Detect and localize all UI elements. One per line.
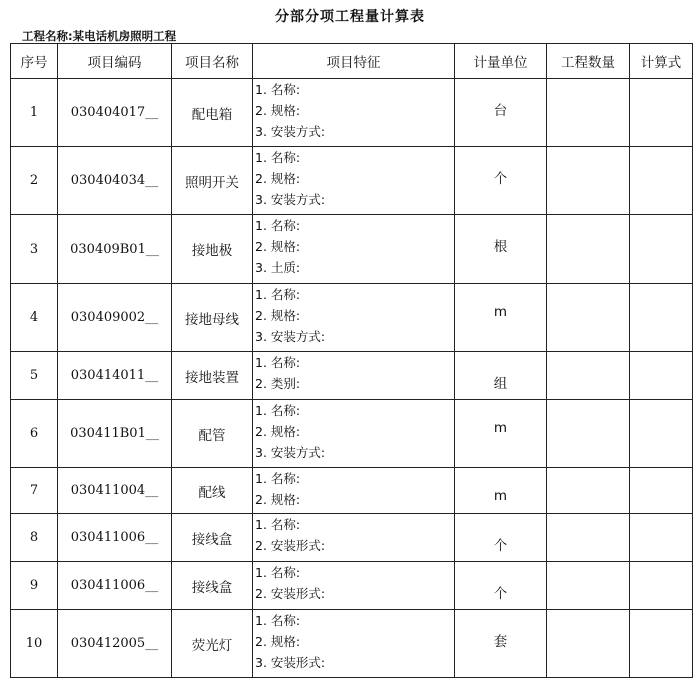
cell-features [253,610,455,678]
cell-formula [630,400,693,468]
cell-features [253,468,455,514]
cell-formula [630,147,693,215]
cell-code: 030409B01__ [58,215,172,284]
table-row [11,400,693,468]
col-header-qty: 工程数量 [547,44,630,79]
cell-name: 照明开关 [172,147,253,215]
feature-line: 1. 名称: [255,565,301,580]
cell-features [253,562,455,610]
table-row [11,79,693,147]
cell-no: 7 [11,468,58,514]
feature-line: 2. 规格: [255,103,301,118]
feature-line: 3. 安装方式: [255,192,326,207]
cell-name: 配线 [172,468,253,514]
feature-line: 1. 名称: [255,218,301,233]
cell-no: 1 [11,79,58,147]
cell-name: 接地母线 [172,284,253,352]
cell-code: 030411006__ [58,514,172,562]
col-header-code: 项目编码 [58,44,172,79]
page-title: 分部分项工程量计算表 [275,9,425,25]
cell-qty [547,284,630,352]
cell-name: 接线盒 [172,562,253,610]
cell-features [253,284,455,352]
feature-line: 1. 名称: [255,613,301,628]
cell-unit: 套 [455,610,547,678]
feature-line: 2. 规格: [255,308,301,323]
cell-formula [630,514,693,562]
cell-unit: 个 [455,147,547,215]
cell-no: 4 [11,284,58,352]
cell-qty [547,514,630,562]
cell-qty [547,468,630,514]
feature-line: 2. 类别: [255,376,301,391]
cell-unit: 台 [455,79,547,147]
cell-code: 030414011__ [58,352,172,400]
cell-no: 2 [11,147,58,215]
feature-line: 2. 规格: [255,634,301,649]
cell-code: 030411004__ [58,468,172,514]
project-name: 工程名称:某电话机房照明工程 [22,29,177,43]
cell-formula [630,215,693,284]
col-header-no: 序号 [11,44,58,79]
cell-qty [547,562,630,610]
cell-features [253,79,455,147]
cell-unit: m [455,284,547,352]
cell-name: 接线盒 [172,514,253,562]
cell-unit: 个 [455,562,547,610]
feature-line: 3. 安装方式: [255,445,326,460]
cell-formula [630,79,693,147]
table-row [11,514,693,562]
feature-line: 1. 名称: [255,82,301,97]
feature-line: 3. 土质: [255,260,301,275]
cell-code: 030409002__ [58,284,172,352]
cell-no: 10 [11,610,58,678]
cell-code: 030404034__ [58,147,172,215]
cell-code: 030412005__ [58,610,172,678]
cell-features [253,147,455,215]
feature-line: 1. 名称: [255,403,301,418]
feature-line: 1. 名称: [255,287,301,302]
cell-no: 6 [11,400,58,468]
cell-features [253,352,455,400]
feature-line: 1. 名称: [255,517,301,532]
cell-unit: 组 [455,352,547,400]
cell-qty [547,352,630,400]
cell-formula [630,562,693,610]
cell-features [253,215,455,284]
cell-qty [547,400,630,468]
feature-line: 2. 规格: [255,171,301,186]
cell-unit: m [455,400,547,468]
feature-line: 2. 规格: [255,424,301,439]
cell-no: 9 [11,562,58,610]
cell-formula [630,468,693,514]
cell-formula [630,610,693,678]
cell-code: 030404017__ [58,79,172,147]
col-header-name: 项目名称 [172,44,253,79]
table-header-row [11,44,693,79]
table-row [11,468,693,514]
feature-line: 3. 安装方式: [255,124,326,139]
cell-unit: 个 [455,514,547,562]
feature-line: 3. 安装方式: [255,329,326,344]
cell-name: 配管 [172,400,253,468]
col-header-features: 项目特征 [253,44,455,79]
cell-name: 接地极 [172,215,253,284]
table-row [11,610,693,678]
table-row [11,215,693,284]
col-header-formula: 计算式 [630,44,693,79]
feature-line: 2. 安装形式: [255,586,326,601]
feature-line: 2. 规格: [255,239,301,254]
cell-name: 配电箱 [172,79,253,147]
cell-no: 8 [11,514,58,562]
cell-unit: 根 [455,215,547,284]
cell-qty [547,610,630,678]
cell-code: 030411006__ [58,562,172,610]
calc-table [10,43,693,678]
cell-qty [547,79,630,147]
feature-line: 3. 安装形式: [255,655,326,670]
cell-unit: m [455,468,547,514]
cell-name: 接地装置 [172,352,253,400]
table-row [11,147,693,215]
table-row [11,284,693,352]
cell-name: 荧光灯 [172,610,253,678]
col-header-unit: 计量单位 [455,44,547,79]
feature-line: 2. 规格: [255,492,301,507]
cell-formula [630,284,693,352]
feature-line: 2. 安装形式: [255,538,326,553]
cell-code: 030411B01__ [58,400,172,468]
cell-no: 3 [11,215,58,284]
cell-qty [547,147,630,215]
feature-line: 1. 名称: [255,355,301,370]
cell-formula [630,352,693,400]
feature-line: 1. 名称: [255,150,301,165]
cell-features [253,514,455,562]
cell-features [253,400,455,468]
cell-qty [547,215,630,284]
cell-no: 5 [11,352,58,400]
table-row [11,352,693,400]
table-row [11,562,693,610]
feature-line: 1. 名称: [255,471,301,486]
